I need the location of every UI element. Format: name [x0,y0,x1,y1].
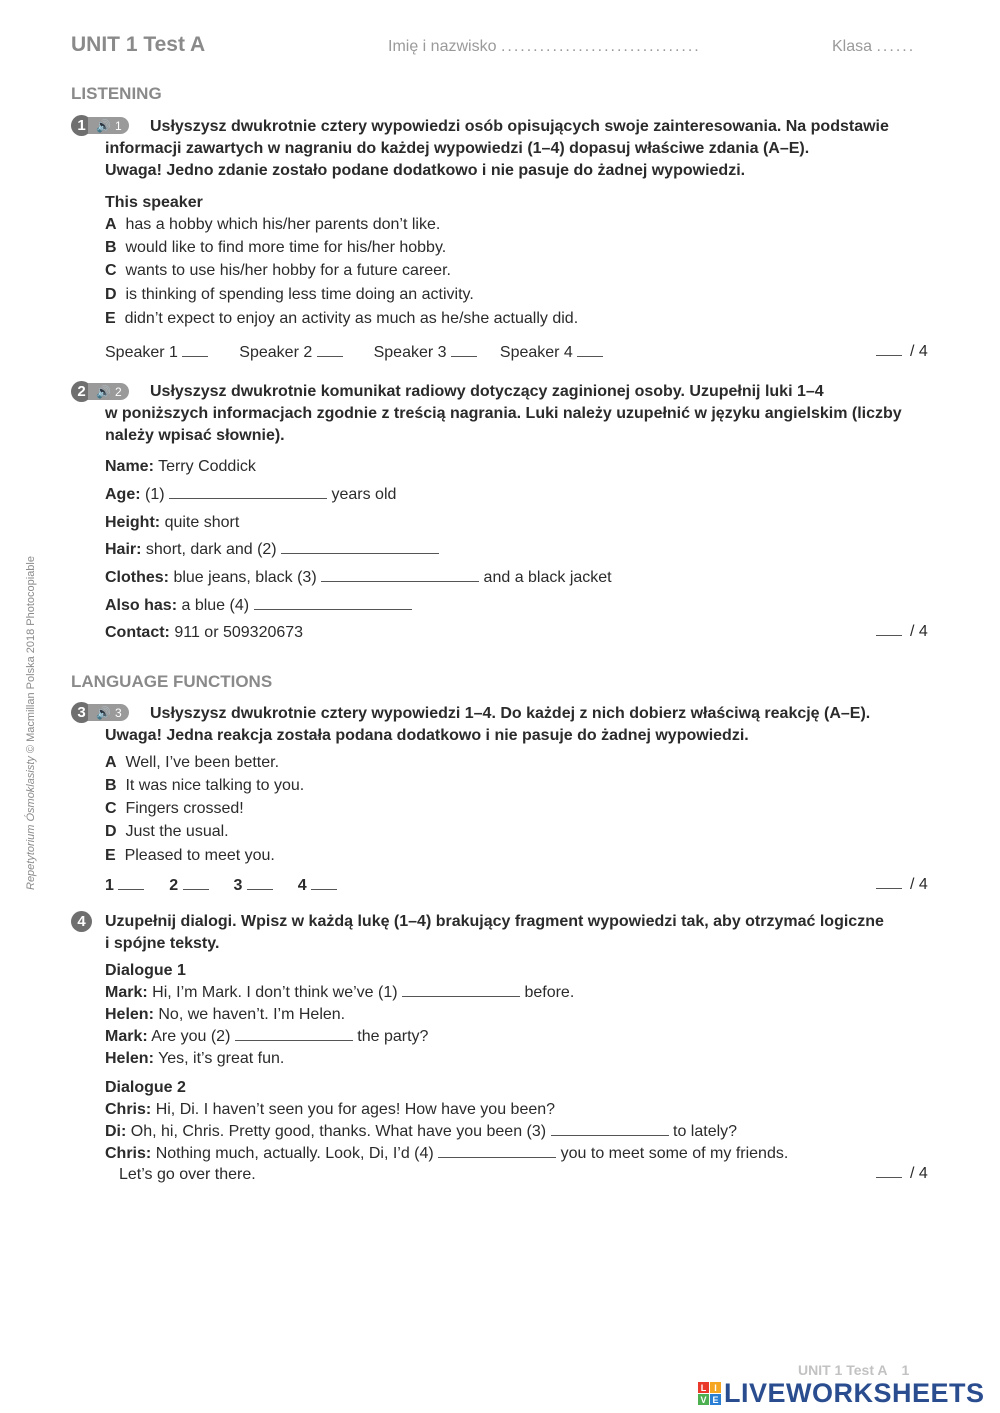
ex3-score: / 4 [876,876,928,894]
ex3-option: B It was nice talking to you. [105,777,305,794]
ex1-option: A has a hobby which his/her parents don’t like. [105,216,441,233]
ex4-badge [71,911,92,932]
answer-4-label: 4 [297,877,307,894]
ex2-clothes: Clothes: blue jeans, black (3) and a black jacket [105,569,612,586]
ex4-instruction-2: i spójne teksty. [105,935,220,952]
ex1-option: C wants to use his/her hobby for a future career. [105,262,451,279]
speaker-4-answer[interactable] [577,344,603,357]
dialogue-line: Chris: Hi, Di. I haven’t seen you for ages! How have you been? [105,1101,556,1118]
ex4-score-input[interactable] [876,1165,902,1178]
ex3-option: A Well, I’ve been better. [105,754,280,771]
page-title: UNIT 1 Test A [71,33,206,56]
ex1-lead: This speaker [105,194,203,211]
speaker-1-answer[interactable] [182,344,208,357]
answer-2-label: 2 [169,877,179,894]
ex1-instruction-3: Uwaga! Jedno zdanie zostało podane dodatkowo i nie pasuje do żadnej wypowiedzi. [105,162,746,179]
logo-text: LIVEWORKSHEETS [724,1378,985,1408]
ex3-score-input[interactable] [876,876,902,889]
logo-icon: L I V E [698,1382,721,1405]
dialogue-line: Di: Oh, hi, Chris. Pretty good, thanks. What have you been (3) to lately? [105,1123,738,1140]
ex4-number: 4 [71,911,92,932]
speaker-icon: 🔊 [96,384,111,399]
ex1-option: E didn’t expect to enjoy an activity as much as he/she actually did. [105,310,579,327]
ex2-instruction-3: należy wpisać słownie). [105,427,285,444]
speaker-3-answer[interactable] [451,344,477,357]
speaker-2-label: Speaker 2 [239,344,313,361]
dialogue-2-title: Dialogue 2 [105,1079,186,1096]
answer-4-input[interactable] [311,877,337,890]
ex2-score-input[interactable] [876,623,902,636]
ex1-number: 1 [71,115,92,136]
dialogue-gap-3-input[interactable] [551,1123,669,1136]
gap-4-input[interactable] [254,597,412,610]
ex1-answers [105,343,603,363]
dialogue-line: Let’s go over there. [119,1166,256,1183]
footer-unit: UNIT 1 Test A 1 [798,1362,910,1378]
ex2-instruction-2: w poniższych informacjach zgodnie z treścią nagrania. Luki należy uzupełnić w języku angielskim (liczby [105,405,902,422]
speaker-3-label: Speaker 3 [373,344,447,361]
ex3-number: 3 [71,702,92,723]
speaker-1-label: Speaker 1 [105,344,178,361]
speaker-icon: 🔊 [96,118,111,133]
ex3-option: D Just the usual. [105,823,229,840]
ex1-score-input[interactable] [876,343,902,356]
ex3-option: E Pleased to meet you. [105,847,275,864]
ex3-instruction-2: Uwaga! Jedna reakcja została podana dodatkowo i nie pasuje do żadnej wypowiedzi. [105,727,749,744]
ex1-instruction-1: Usłyszysz dwukrotnie cztery wypowiedzi osób opisujących swoje zainteresowania. Na podstawie [150,118,889,135]
ex1-instruction-2: informacji zawartych w nagraniu do każdej wypowiedzi (1–4) dopasuj właściwe zdania (A–E). [105,140,810,157]
liveworksheets-logo[interactable] [698,1378,985,1409]
speaker-2-answer[interactable] [317,344,343,357]
ex2-score: / 4 [876,623,928,641]
ex4-instruction-1: Uzupełnij dialogi. Wpisz w każdą lukę (1–4) brakujący fragment wypowiedzi tak, aby otrzymać logiczne [105,913,884,930]
ex2-audio-track: 2 [114,384,122,399]
ex1-audio-track: 1 [114,118,122,133]
speaker-4-label: Speaker 4 [499,344,573,361]
ex2-age: Age: (1) years old [105,486,397,503]
answer-3-label: 3 [233,877,243,894]
ex3-answers [105,876,337,896]
ex2-hair: Hair: short, dark and (2) [105,540,439,560]
speaker-icon: 🔊 [96,705,111,720]
side-copyright: Repetytorium Ósmoklasisty © Macmillan Polska 2018 Photocopiable [25,556,37,890]
answer-1-label: 1 [105,877,114,894]
dialogue-gap-2-input[interactable] [235,1028,353,1041]
ex2-instruction-1: Usłyszysz dwukrotnie komunikat radiowy dotyczący zaginionej osoby. Uzupełnij luki 1–4 [150,383,824,400]
class-label: Klasa [832,38,873,55]
ex1-score: / 4 [876,343,928,361]
section-listening: LISTENING [71,84,162,103]
dialogue-gap-4-input[interactable] [438,1145,556,1158]
gap-1-input[interactable] [169,486,327,499]
ex1-option: D is thinking of spending less time doing an activity. [105,286,474,303]
answer-2-input[interactable] [183,877,209,890]
class-dots: ...... [876,38,916,55]
ex3-instruction-1: Usłyszysz dwukrotnie cztery wypowiedzi 1–4. Do każdej z nich dobierz właściwą reakcję (A–E). [150,705,871,722]
name-label: Imię i nazwisko [388,38,497,55]
ex2-contact: Contact: 911 or 509320673 [105,624,304,641]
class-field [832,38,915,56]
dialogue-line: Helen: No, we haven’t. I’m Helen. [105,1006,346,1023]
ex3-audio-track: 3 [114,705,122,720]
ex4-score: / 4 [876,1165,928,1183]
ex3-option: C Fingers crossed! [105,800,244,817]
answer-1-input[interactable] [118,877,144,890]
ex2-number: 2 [71,381,92,402]
dialogue-1-title: Dialogue 1 [105,962,186,979]
dialogue-line: Mark: Are you (2) the party? [105,1028,429,1045]
gap-3-input[interactable] [321,569,479,582]
section-language-functions: LANGUAGE FUNCTIONS [71,672,273,691]
gap-2-input[interactable] [281,541,439,554]
name-field [388,38,701,56]
ex1-option: B would like to find more time for his/her hobby. [105,239,447,256]
answer-3-input[interactable] [247,877,273,890]
dialogue-line: Helen: Yes, it’s great fun. [105,1050,285,1067]
dialogue-gap-1-input[interactable] [402,984,520,997]
ex2-height: Height: quite short [105,514,240,531]
name-dots: ............................... [500,38,701,55]
dialogue-line: Chris: Nothing much, actually. Look, Di, I’d (4) you to meet some of my friends. [105,1145,789,1162]
dialogue-line: Mark: Hi, I’m Mark. I don’t think we’ve (1) before. [105,984,575,1001]
ex2-name: Name: Terry Coddick [105,458,256,475]
ex2-also: Also has: a blue (4) [105,596,412,616]
